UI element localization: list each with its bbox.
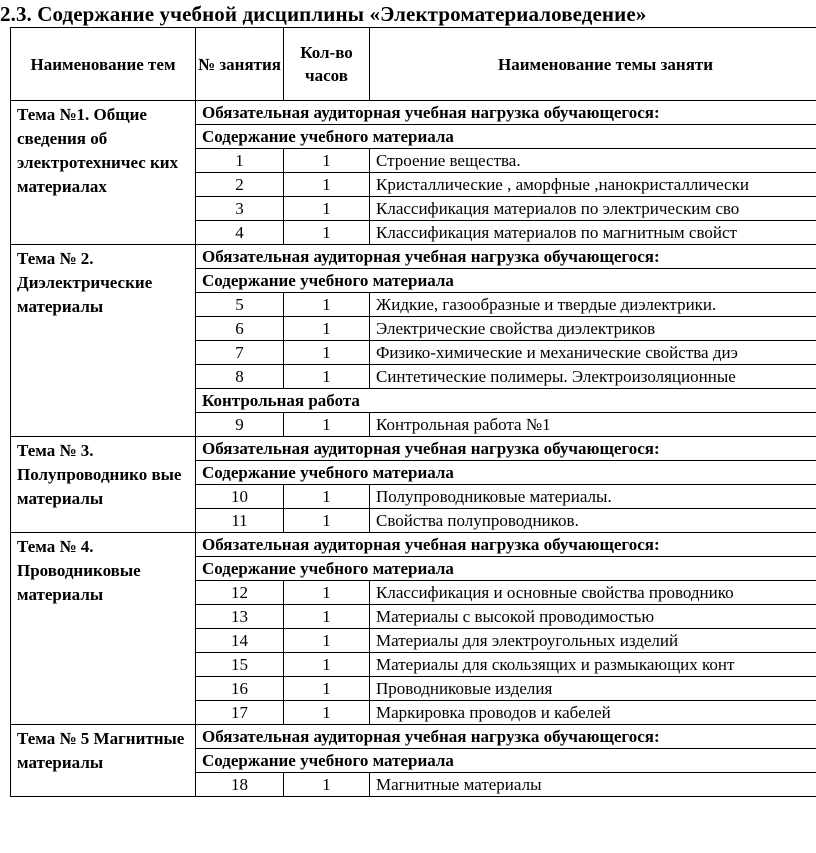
lesson-theme: Материалы для скользящих и размыкающих конт: [370, 653, 816, 677]
lesson-number: 14: [196, 629, 284, 653]
lesson-hours: 1: [284, 677, 370, 701]
table-row: [11, 725, 816, 749]
content-label: Содержание учебного материала: [196, 125, 816, 149]
lesson-hours: 1: [284, 149, 370, 173]
document-title: 2.3. Содержание учебной дисциплины «Электроматериаловедение»: [0, 2, 647, 26]
lesson-hours: 1: [284, 605, 370, 629]
control-label: Контрольная работа: [196, 389, 816, 413]
lesson-number: 1: [196, 149, 284, 173]
lesson-theme: Жидкие, газообразные и твердые диэлектрики.: [370, 293, 816, 317]
lesson-theme: Классификация и основные свойства проводнико: [370, 581, 816, 605]
lesson-number: 15: [196, 653, 284, 677]
lesson-theme: Классификация материалов по электрическим сво: [370, 197, 816, 221]
lesson-theme: Материалы с высокой проводимостью: [370, 605, 816, 629]
lesson-number: 4: [196, 221, 284, 245]
content-label: Содержание учебного материала: [196, 269, 816, 293]
lesson-number: 2: [196, 173, 284, 197]
lesson-theme: Строение вещества.: [370, 149, 816, 173]
lesson-theme: Проводниковые изделия: [370, 677, 816, 701]
lesson-theme: Магнитные материалы: [370, 773, 816, 797]
lesson-number: 13: [196, 605, 284, 629]
curriculum-table: [10, 27, 816, 797]
load-label: Обязательная аудиторная учебная нагрузка обучающегося:: [196, 725, 816, 749]
lesson-hours: 1: [284, 413, 370, 437]
table-row: [11, 533, 816, 557]
content-label: Содержание учебного материала: [196, 461, 816, 485]
topic-name: Тема № 2. Диэлектрические материалы: [11, 245, 196, 437]
lesson-theme: Материалы для электроугольных изделий: [370, 629, 816, 653]
table-row: [11, 245, 816, 269]
lesson-hours: 1: [284, 317, 370, 341]
lesson-hours: 1: [284, 773, 370, 797]
lesson-hours: 1: [284, 581, 370, 605]
lesson-number: 17: [196, 701, 284, 725]
header-lesson-number: № занятия: [196, 28, 284, 101]
topic-name: Тема №1. Общие сведения об электротехничес ких материалах: [11, 101, 196, 245]
lesson-number: 6: [196, 317, 284, 341]
lesson-number: 10: [196, 485, 284, 509]
lesson-theme: Свойства полупроводников.: [370, 509, 816, 533]
lesson-theme: Физико-химические и механические свойства диэ: [370, 341, 816, 365]
table-body: [11, 101, 816, 797]
lesson-hours: 1: [284, 509, 370, 533]
lesson-hours: 1: [284, 365, 370, 389]
load-label: Обязательная аудиторная учебная нагрузка обучающегося:: [196, 533, 816, 557]
lesson-number: 5: [196, 293, 284, 317]
lesson-number: 12: [196, 581, 284, 605]
lesson-hours: 1: [284, 629, 370, 653]
lesson-theme: Маркировка проводов и кабелей: [370, 701, 816, 725]
lesson-hours: 1: [284, 341, 370, 365]
lesson-theme: Полупроводниковые материалы.: [370, 485, 816, 509]
table-row: [11, 101, 816, 125]
load-label: Обязательная аудиторная учебная нагрузка обучающегося:: [196, 437, 816, 461]
lesson-theme: Классификация материалов по магнитным свойст: [370, 221, 816, 245]
lesson-theme: Электрические свойства диэлектриков: [370, 317, 816, 341]
lesson-number: 11: [196, 509, 284, 533]
lesson-number: 18: [196, 773, 284, 797]
load-label: Обязательная аудиторная учебная нагрузка обучающегося:: [196, 245, 816, 269]
table-row: [11, 437, 816, 461]
topic-name: Тема № 5 Магнитные материалы: [11, 725, 196, 797]
header-topic: Наименование тем: [11, 28, 196, 101]
lesson-number: 16: [196, 677, 284, 701]
lesson-hours: 1: [284, 485, 370, 509]
lesson-number: 8: [196, 365, 284, 389]
lesson-hours: 1: [284, 221, 370, 245]
lesson-theme: Синтетические полимеры. Электроизоляционные: [370, 365, 816, 389]
header-theme: Наименование темы заняти: [370, 28, 816, 101]
lesson-theme: Контрольная работа №1: [370, 413, 816, 437]
header-hours: Кол-во часов: [284, 28, 370, 101]
lesson-number: 3: [196, 197, 284, 221]
lesson-hours: 1: [284, 653, 370, 677]
load-label: Обязательная аудиторная учебная нагрузка обучающегося:: [196, 101, 816, 125]
lesson-number: 7: [196, 341, 284, 365]
lesson-hours: 1: [284, 293, 370, 317]
content-label: Содержание учебного материала: [196, 749, 816, 773]
topic-name: Тема № 4. Проводниковые материалы: [11, 533, 196, 725]
topic-name: Тема № 3. Полупроводнико вые материалы: [11, 437, 196, 533]
lesson-hours: 1: [284, 173, 370, 197]
table-header-row: [11, 28, 816, 101]
lesson-theme: Кристаллические , аморфные ,нанокристаллически: [370, 173, 816, 197]
lesson-number: 9: [196, 413, 284, 437]
lesson-hours: 1: [284, 701, 370, 725]
content-label: Содержание учебного материала: [196, 557, 816, 581]
lesson-hours: 1: [284, 197, 370, 221]
